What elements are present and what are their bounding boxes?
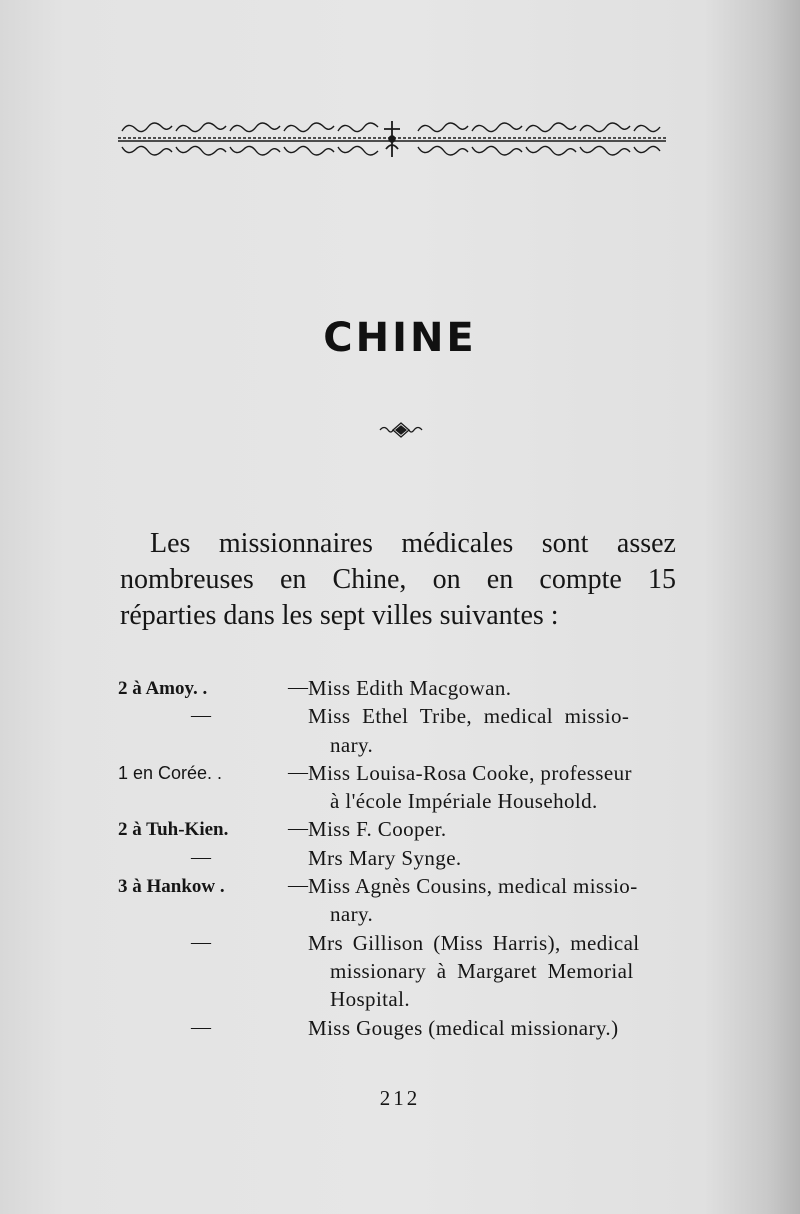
word: en xyxy=(486,564,514,595)
city-label: 1 en Corée. . xyxy=(118,762,223,783)
word: médicales xyxy=(401,528,514,559)
dash: — xyxy=(288,874,308,897)
page-number: 212 xyxy=(379,1086,421,1110)
list-item xyxy=(118,704,678,732)
dash: — xyxy=(191,1015,211,1038)
entry-text: Miss Gouges (medical missionary.) xyxy=(308,1015,619,1040)
list-item xyxy=(118,846,678,874)
list-item xyxy=(118,931,678,959)
entry-text: Miss Edith Macgowan. xyxy=(308,676,512,700)
entry-text: nary. xyxy=(330,732,374,757)
word: 15 xyxy=(647,564,676,595)
word: missionnaires xyxy=(218,528,373,559)
entry-text: Miss Louisa-Rosa Cooke, professeur xyxy=(308,760,632,785)
ornamental-band-icon xyxy=(118,117,666,161)
entry-text: missionary à Margaret Memorial xyxy=(330,958,634,983)
list-item xyxy=(118,789,678,817)
dash: — xyxy=(191,930,211,953)
list-item xyxy=(118,959,678,987)
dash: — xyxy=(191,704,211,727)
dash: — xyxy=(191,845,211,868)
fleuron-icon xyxy=(378,421,424,439)
word: on xyxy=(432,564,461,595)
dash: — xyxy=(288,676,308,698)
list-item xyxy=(118,874,678,902)
entry-text: Mrs Mary Synge. xyxy=(308,845,462,870)
intro-line-1 xyxy=(120,526,676,562)
list-item xyxy=(118,902,678,930)
intro-line-2 xyxy=(120,562,676,598)
dash: — xyxy=(288,760,308,783)
word: sont xyxy=(541,528,589,559)
intro-line-3: réparties dans les sept villes suivantes : xyxy=(120,600,559,631)
city-label: 2 à Amoy. . xyxy=(118,678,208,699)
entry-text: nary. xyxy=(330,902,374,927)
word: assez xyxy=(616,528,676,559)
list-item xyxy=(118,1016,678,1044)
chapter-title: CHINE xyxy=(323,315,477,361)
entry-text: Miss Ethel Tribe, medical missio- xyxy=(308,704,630,729)
entry-text: Hospital. xyxy=(330,987,411,1012)
list-item xyxy=(118,987,678,1015)
entry-text: Miss F. Cooper. xyxy=(308,817,447,842)
list-item xyxy=(118,676,678,704)
word: Les xyxy=(150,528,191,559)
word: nombreuses xyxy=(120,564,254,595)
list-item xyxy=(118,817,678,845)
dash: — xyxy=(288,817,308,840)
entry-text: Miss Agnès Cousins, medical missio- xyxy=(308,874,638,899)
entry-text: à l'école Impériale Household. xyxy=(330,789,598,814)
city-label: 3 à Hankow . xyxy=(118,876,225,898)
city-label: 2 à Tuh-Kien. xyxy=(118,819,229,841)
word: en xyxy=(279,564,307,595)
missionary-list xyxy=(118,676,678,1044)
intro-paragraph xyxy=(120,526,676,634)
entry-text: Mrs Gillison (Miss Harris), medical xyxy=(308,930,640,955)
list-item xyxy=(118,761,678,789)
word: Chine, xyxy=(332,564,407,595)
word: compte xyxy=(539,564,622,595)
list-item xyxy=(118,733,678,761)
